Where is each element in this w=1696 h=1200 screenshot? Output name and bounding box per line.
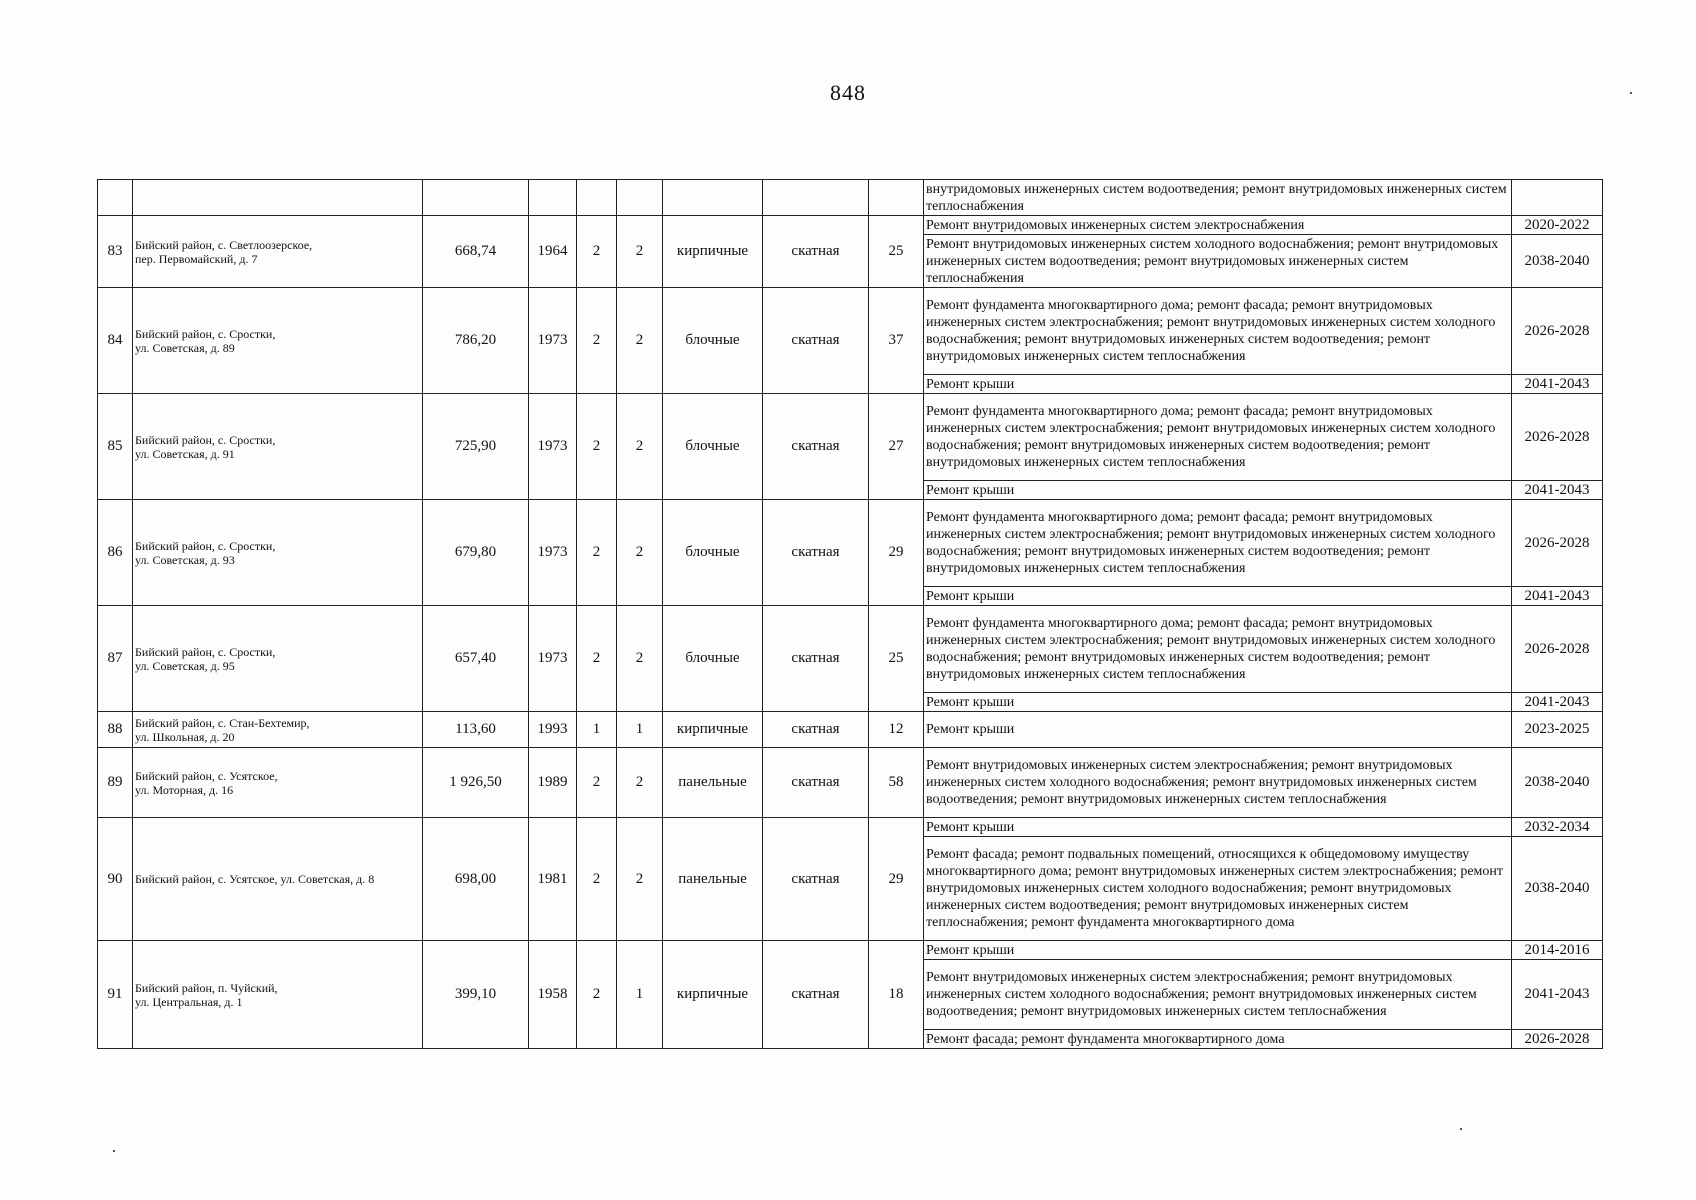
table-row	[98, 394, 1603, 481]
entrances-cell: 2	[617, 288, 663, 394]
row-number: 88	[98, 712, 133, 748]
wall-material-cell: блочные	[663, 288, 763, 394]
address-cell: Бийский район, с. Сростки, ул. Советская, д. 91	[133, 394, 423, 500]
year-cell: 1993	[529, 712, 577, 748]
scan-speck	[113, 1150, 115, 1152]
work-period: 2041-2043	[1512, 481, 1603, 500]
address-cell: Бийский район, с. Усятское, ул. Моторная, д. 16	[133, 748, 423, 818]
residents-cell: 18	[869, 941, 924, 1049]
work-description: внутридомовых инженерных систем водоотведения; ремонт внутридомовых инженерных систем теплоснабжения	[924, 180, 1512, 216]
work-period: 2020-2022	[1512, 216, 1603, 235]
roof-type-cell: скатная	[763, 216, 869, 288]
roof-type-cell: скатная	[763, 818, 869, 941]
entrances-cell: 2	[617, 216, 663, 288]
work-period: 2041-2043	[1512, 375, 1603, 394]
work-period: 2026-2028	[1512, 394, 1603, 481]
address-cell: Бийский район, с. Стан-Бехтемир, ул. Школьная, д. 20	[133, 712, 423, 748]
year-cell: 1973	[529, 500, 577, 606]
work-description: Ремонт крыши	[924, 941, 1512, 960]
work-description: Ремонт внутридомовых инженерных систем электроснабжения; ремонт внутридомовых инженерных систем холодного водоснабжения; ремонт внутридомовых инженерных систем водоотведения; ремонт внутридомовых инженерных систем теплоснабжения	[924, 960, 1512, 1030]
residents-cell: 58	[869, 748, 924, 818]
roof-type-cell: скатная	[763, 288, 869, 394]
area-cell: 399,10	[423, 941, 529, 1049]
work-description: Ремонт фасада; ремонт подвальных помещений, относящихся к общедомовому имуществу многоквартирного дома; ремонт внутридомовых инженерных систем электроснабжения; ремонт внутридомовых инженерных систем холодного водоснабжения; ремонт внутридомовых инженерных систем водоотведения; ремонт внутридомовых инженерных систем теплоснабжения; ремонт фундамента многоквартирного дома	[924, 837, 1512, 941]
wall-material-cell: кирпичные	[663, 216, 763, 288]
floors-cell: 2	[577, 394, 617, 500]
address-cell: Бийский район, с. Сростки, ул. Советская, д. 89	[133, 288, 423, 394]
table-row	[98, 941, 1603, 960]
work-description: Ремонт крыши	[924, 712, 1512, 748]
work-period: 2014-2016	[1512, 941, 1603, 960]
work-period: 2041-2043	[1512, 587, 1603, 606]
area-cell: 725,90	[423, 394, 529, 500]
table-row	[98, 712, 1603, 748]
work-description: Ремонт крыши	[924, 818, 1512, 837]
empty-cell	[133, 180, 423, 216]
roof-type-cell: скатная	[763, 941, 869, 1049]
empty-cell	[529, 180, 577, 216]
area-cell: 679,80	[423, 500, 529, 606]
roof-type-cell: скатная	[763, 712, 869, 748]
wall-material-cell: блочные	[663, 500, 763, 606]
row-number: 87	[98, 606, 133, 712]
roof-type-cell: скатная	[763, 606, 869, 712]
repair-program-table	[97, 179, 1603, 1049]
address-cell: Бийский район, с. Сростки, ул. Советская, д. 93	[133, 500, 423, 606]
row-number: 91	[98, 941, 133, 1049]
work-description: Ремонт фасада; ремонт фундамента многоквартирного дома	[924, 1030, 1512, 1049]
empty-cell	[617, 180, 663, 216]
row-number: 86	[98, 500, 133, 606]
empty-cell	[577, 180, 617, 216]
work-period: 2041-2043	[1512, 960, 1603, 1030]
work-period	[1512, 180, 1603, 216]
area-cell: 698,00	[423, 818, 529, 941]
scan-speck	[1630, 92, 1632, 94]
entrances-cell: 2	[617, 748, 663, 818]
area-cell: 668,74	[423, 216, 529, 288]
roof-type-cell: скатная	[763, 500, 869, 606]
address-cell: Бийский район, с. Усятское, ул. Советская, д. 8	[133, 818, 423, 941]
empty-cell	[763, 180, 869, 216]
table-row	[98, 500, 1603, 587]
work-period: 2023-2025	[1512, 712, 1603, 748]
empty-cell	[423, 180, 529, 216]
row-number: 85	[98, 394, 133, 500]
work-description: Ремонт фундамента многоквартирного дома; ремонт фасада; ремонт внутридомовых инженерных систем электроснабжения; ремонт внутридомовых инженерных систем холодного водоснабжения; ремонт внутридомовых инженерных систем водоотведения; ремонт внутридомовых инженерных систем теплоснабжения	[924, 606, 1512, 693]
entrances-cell: 2	[617, 500, 663, 606]
address-cell: Бийский район, с. Сростки, ул. Советская, д. 95	[133, 606, 423, 712]
year-cell: 1973	[529, 606, 577, 712]
work-period: 2038-2040	[1512, 235, 1603, 288]
entrances-cell: 2	[617, 818, 663, 941]
wall-material-cell: кирпичные	[663, 712, 763, 748]
residents-cell: 12	[869, 712, 924, 748]
year-cell: 1973	[529, 394, 577, 500]
work-description: Ремонт внутридомовых инженерных систем электроснабжения	[924, 216, 1512, 235]
roof-type-cell: скатная	[763, 394, 869, 500]
table-row	[98, 606, 1603, 693]
work-period: 2041-2043	[1512, 693, 1603, 712]
area-cell: 657,40	[423, 606, 529, 712]
work-period: 2026-2028	[1512, 606, 1603, 693]
work-period: 2038-2040	[1512, 837, 1603, 941]
entrances-cell: 2	[617, 606, 663, 712]
wall-material-cell: кирпичные	[663, 941, 763, 1049]
floors-cell: 2	[577, 941, 617, 1049]
work-description: Ремонт крыши	[924, 693, 1512, 712]
year-cell: 1958	[529, 941, 577, 1049]
roof-type-cell: скатная	[763, 748, 869, 818]
page-number: 848	[830, 80, 866, 105]
residents-cell: 27	[869, 394, 924, 500]
year-cell: 1964	[529, 216, 577, 288]
wall-material-cell: панельные	[663, 818, 763, 941]
wall-material-cell: панельные	[663, 748, 763, 818]
table-row	[98, 288, 1603, 375]
work-description: Ремонт крыши	[924, 481, 1512, 500]
work-description: Ремонт фундамента многоквартирного дома; ремонт фасада; ремонт внутридомовых инженерных систем электроснабжения; ремонт внутридомовых инженерных систем холодного водоснабжения; ремонт внутридомовых инженерных систем водоотведения; ремонт внутридомовых инженерных систем теплоснабжения	[924, 500, 1512, 587]
scan-speck	[1460, 1128, 1462, 1130]
entrances-cell: 2	[617, 394, 663, 500]
work-description: Ремонт внутридомовых инженерных систем холодного водоснабжения; ремонт внутридомовых инженерных систем водоотведения; ремонт внутридомовых инженерных систем теплоснабжения	[924, 235, 1512, 288]
empty-cell	[663, 180, 763, 216]
table-body	[98, 180, 1603, 1049]
entrances-cell: 1	[617, 712, 663, 748]
wall-material-cell: блочные	[663, 394, 763, 500]
year-cell: 1989	[529, 748, 577, 818]
work-period: 2032-2034	[1512, 818, 1603, 837]
work-period: 2026-2028	[1512, 1030, 1603, 1049]
residents-cell: 29	[869, 500, 924, 606]
residents-cell: 25	[869, 606, 924, 712]
area-cell: 1 926,50	[423, 748, 529, 818]
row-number: 83	[98, 216, 133, 288]
floors-cell: 2	[577, 606, 617, 712]
area-cell: 113,60	[423, 712, 529, 748]
work-description: Ремонт фундамента многоквартирного дома; ремонт фасада; ремонт внутридомовых инженерных систем электроснабжения; ремонт внутридомовых инженерных систем холодного водоснабжения; ремонт внутридомовых инженерных систем водоотведения; ремонт внутридомовых инженерных систем теплоснабжения	[924, 394, 1512, 481]
address-cell: Бийский район, п. Чуйский, ул. Центральная, д. 1	[133, 941, 423, 1049]
year-cell: 1973	[529, 288, 577, 394]
floors-cell: 2	[577, 216, 617, 288]
work-period: 2026-2028	[1512, 500, 1603, 587]
work-description: Ремонт крыши	[924, 587, 1512, 606]
residents-cell: 29	[869, 818, 924, 941]
table-row	[98, 748, 1603, 818]
floors-cell: 1	[577, 712, 617, 748]
floors-cell: 2	[577, 818, 617, 941]
work-period: 2038-2040	[1512, 748, 1603, 818]
wall-material-cell: блочные	[663, 606, 763, 712]
row-number: 84	[98, 288, 133, 394]
table-row	[98, 818, 1603, 837]
work-description: Ремонт фундамента многоквартирного дома; ремонт фасада; ремонт внутридомовых инженерных систем электроснабжения; ремонт внутридомовых инженерных систем холодного водоснабжения; ремонт внутридомовых инженерных систем водоотведения; ремонт внутридомовых инженерных систем теплоснабжения	[924, 288, 1512, 375]
residents-cell: 37	[869, 288, 924, 394]
row-number: 90	[98, 818, 133, 941]
empty-cell	[98, 180, 133, 216]
work-description: Ремонт крыши	[924, 375, 1512, 394]
floors-cell: 2	[577, 748, 617, 818]
floors-cell: 2	[577, 500, 617, 606]
address-cell: Бийский район, с. Светлоозерское, пер. Первомайский, д. 7	[133, 216, 423, 288]
entrances-cell: 1	[617, 941, 663, 1049]
work-period: 2026-2028	[1512, 288, 1603, 375]
year-cell: 1981	[529, 818, 577, 941]
table-row	[98, 216, 1603, 235]
work-description: Ремонт внутридомовых инженерных систем электроснабжения; ремонт внутридомовых инженерных систем холодного водоснабжения; ремонт внутридомовых инженерных систем водоотведения; ремонт внутридомовых инженерных систем теплоснабжения	[924, 748, 1512, 818]
table-row	[98, 180, 1603, 216]
floors-cell: 2	[577, 288, 617, 394]
empty-cell	[869, 180, 924, 216]
area-cell: 786,20	[423, 288, 529, 394]
row-number: 89	[98, 748, 133, 818]
residents-cell: 25	[869, 216, 924, 288]
